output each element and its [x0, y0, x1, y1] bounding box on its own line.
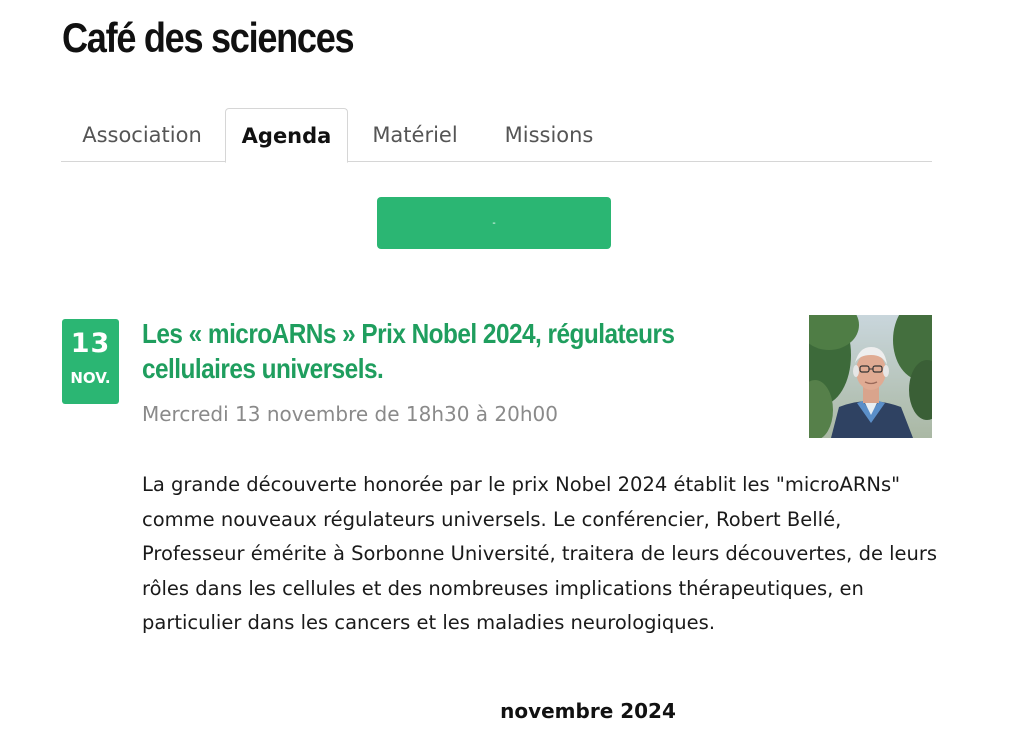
event-time: Mercredi 13 novembre de 18h30 à 20h00: [142, 402, 558, 426]
tab-materiel[interactable]: Matériel: [372, 123, 458, 147]
event-date-day: 13: [70, 328, 111, 359]
agenda-action-button[interactable]: [377, 197, 611, 249]
speaker-portrait-svg: [809, 315, 932, 438]
tab-missions[interactable]: Missions: [504, 123, 594, 147]
agenda-action-button-label: -: [492, 217, 496, 229]
event-date-month: NOV.: [70, 369, 111, 387]
event-description: La grande découverte honorée par le prix Nobel 2024 établit les "microARNs" comme nouveaux régulateurs universels. Le conférencier, Robert Bellé, Professeur émérite à Sorbonne Université, traitera de leurs découvertes, de leurs rôles dans les cellules et des nombreuses implications thérapeutiques, en particulier dans les cancers et les maladies neurologiques.: [142, 473, 938, 634]
tab-bar: [61, 108, 932, 162]
calendar-month-heading: novembre 2024: [500, 699, 676, 723]
site-title: Café des sciences: [62, 14, 354, 61]
event-title-link[interactable]: Les « microARNs » Prix Nobel 2024, régulateurs cellulaires universels.: [142, 318, 675, 384]
tab-association[interactable]: Association: [82, 123, 202, 147]
event-date-badge: [62, 319, 119, 404]
speaker-portrait-icon[interactable]: [809, 315, 932, 438]
tab-agenda[interactable]: Agenda: [225, 108, 348, 163]
